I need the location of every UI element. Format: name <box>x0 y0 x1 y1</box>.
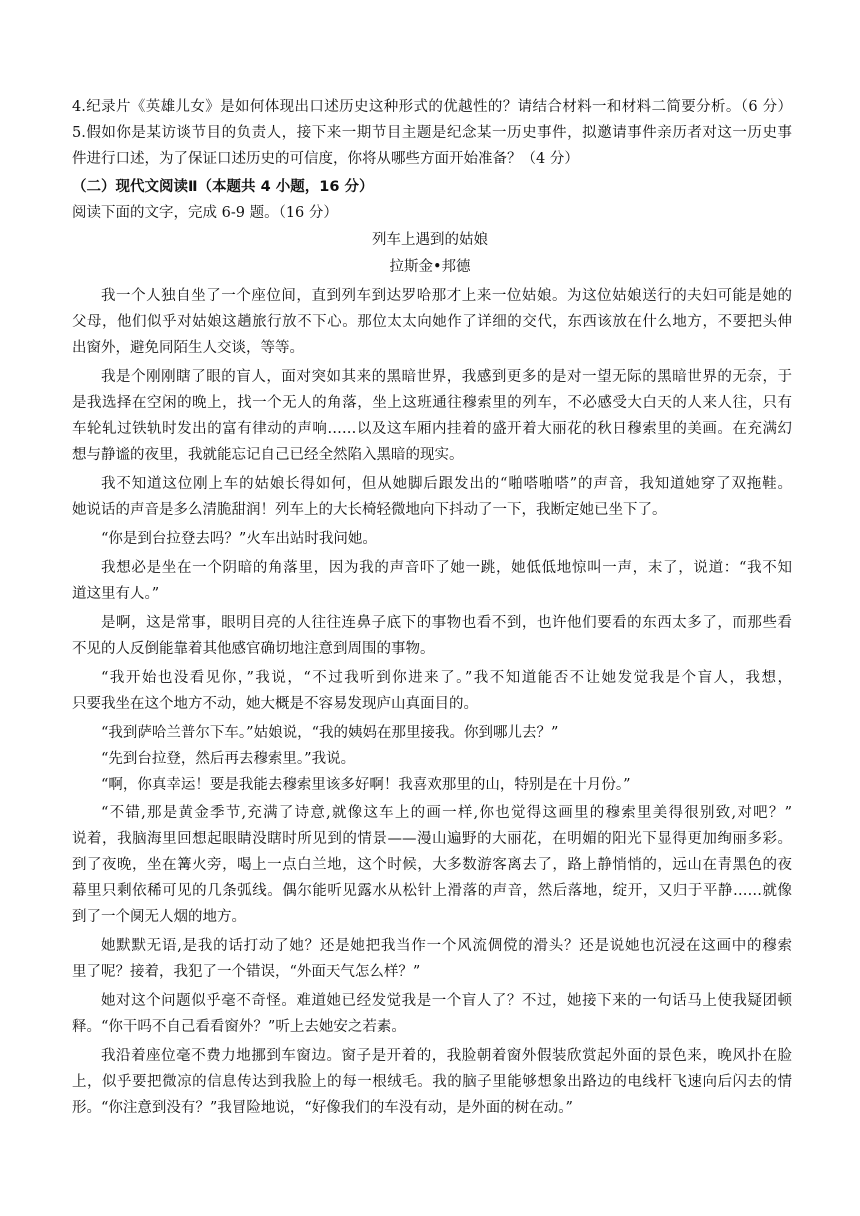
article-author: 拉斯金•邦德 <box>389 259 471 275</box>
paragraph-line: 我一个人独自坐了一个座位间，直到列车到达罗哈那才上来一位姑娘。为这位姑娘送行的夫妇可能是她的 <box>101 288 792 304</box>
paragraph-line: 她对这个问题似乎毫不奇怪。难道她已经发觉我是一个盲人了？不过，她接下来的一句话马上使我疑团顿 <box>101 993 792 1009</box>
paragraph-line: 形。“你注意到没有？”我冒险地说，“好像我们的车没有动，是外面的树在动。” <box>72 1100 573 1116</box>
paragraph-line: “先到台拉登，然后再去穆索里。”我说。 <box>101 751 356 767</box>
paragraph-line: 她说话的声音是多么清脆甜润！列车上的大长椅轻微地向下抖动了一下，我断定她已坐下了。 <box>72 502 667 518</box>
paragraph-line: 不见的人反倒能靠着其他感官确切地注意到周围的事物。 <box>72 641 435 657</box>
paragraph-line: 只要我坐在这个地方不动，她大概是不容易发现庐山真面目的。 <box>72 696 478 712</box>
paragraph-line: 到了夜晚，坐在篝火旁，喝上一点白兰地，这个时候，大多数游客离去了，路上静悄悄的，远山在青黑色的夜 <box>72 857 792 873</box>
paragraph-line: “我到萨哈兰普尔下车。”姑娘说，“我的姨妈在那里接我。你到哪儿去？” <box>101 725 559 741</box>
section-heading: （二）现代文阅读Ⅱ（本题共 4 小题，16 分） <box>72 179 374 195</box>
paragraph-line: “啊，你真幸运！要是我能去穆索里该多好啊！我喜欢那里的山，特别是在十月份。” <box>101 777 631 793</box>
paragraph-line: 她默默无语,是我的话打动了她？还是她把我当作一个风流倜傥的滑头？还是说她也沉浸在这画中的穆索 <box>101 938 792 954</box>
reading-instruction: 阅读下面的文字，完成 6-9 题。（16 分） <box>72 205 338 221</box>
article-title: 列车上遇到的姑娘 <box>372 232 488 248</box>
paragraph-line: “不错,那是黄金季节,充满了诗意,就像这车上的画一样,你也觉得这画里的穆索里美得很别致,对吧？” <box>101 805 792 821</box>
paragraph-line: 释。“你干吗不自己看看窗外？”听上去她安之若素。 <box>72 1019 406 1035</box>
paragraph-line: 我沿着座位毫不费力地挪到车窗边。窗子是开着的，我脸朝着窗外假装欣赏起外面的景色来，晚风扑在脸 <box>101 1048 792 1064</box>
paragraph-line: 说着，我脑海里回想起眼睛没瞎时所见到的情景——漫山遍野的大丽花，在明媚的阳光下显得更加绚丽多彩。 <box>72 831 792 847</box>
question-5-line-2: 件进行口述，为了保证口述历史的可信度，你将从哪些方面开始准备？（4 分） <box>72 151 579 167</box>
paragraph-line: 父母，他们似乎对姑娘这趟旅行放不下心。那位太太向她作了详细的交代，东西该放在什么地方，不要把头伸 <box>72 314 792 330</box>
paragraph-line: 幕里只剩依稀可见的几条弧线。偶尔能听见露水从松针上滑落的声音，然后落地，绽开，又归于平静……就像 <box>72 883 792 899</box>
paragraph-line: “我开始也没看见你，”我说，“不过我听到你进来了。”我不知道能否不让她发觉我是个盲人，我想， <box>101 670 792 686</box>
paragraph-line: 我想必是坐在一个阴暗的角落里，因为我的声音吓了她一跳，她低低地惊叫一声，末了，说道：“我不知 <box>101 560 792 576</box>
question-5-line-1: 5.假如你是某访谈节目的负责人，接下来一期节目主题是纪念某一历史事件，拟邀请事件亲历者对这一历史事 <box>72 125 792 141</box>
paragraph-line: 道这里有人。” <box>72 586 160 602</box>
paragraph-line: 想与静谧的夜里，我就能忘记自己已经全然陷入黑暗的现实。 <box>72 447 464 463</box>
paragraph-line: 是啊，这是常事，眼明目亮的人往往连鼻子底下的事物也看不到，也许他们要看的东西太多了，而那些看 <box>101 615 792 631</box>
paragraph-line: 是我选择在空闲的晚上，找一个无人的角落，坐上这班通往穆索里的列车，不必感受大白天的人来人往，只有 <box>72 395 792 411</box>
paragraph-line: “你是到台拉登去吗？”火车出站时我问她。 <box>101 531 377 547</box>
paragraph-line: 我是个刚刚瞎了眼的盲人，面对突如其来的黑暗世界，我感到更多的是对一望无际的黑暗世界的无奈，于 <box>101 369 792 385</box>
paragraph-line: 我不知道这位刚上车的姑娘长得如何，但从她脚后跟发出的“啪嗒啪嗒”的声音，我知道她穿了双拖鞋。 <box>101 476 792 492</box>
paragraph-line: 上，似乎要把微凉的信息传达到我脸上的每一根绒毛。我的脑子里能够想象出路边的电线杆飞速向后闪去的情 <box>72 1074 792 1090</box>
question-4: 4.纪录片《英雄儿女》是如何体现出口述历史这种形式的优越性的？请结合材料一和材料二简要分析。（6 分） <box>72 99 792 115</box>
paragraph-line: 到了一个阒无人烟的地方。 <box>72 909 246 925</box>
paragraph-line: 出窗外，避免同陌生人交谈，等等。 <box>72 340 304 356</box>
paragraph-line: 车轮轧过铁轨时发出的富有律动的声响……以及这车厢内挂着的盛开着大丽花的秋日穆索里的美画。在充满幻 <box>72 421 792 437</box>
paragraph-line: 里了呢？接着，我犯了一个错误，“外面天气怎么样？” <box>72 964 421 980</box>
